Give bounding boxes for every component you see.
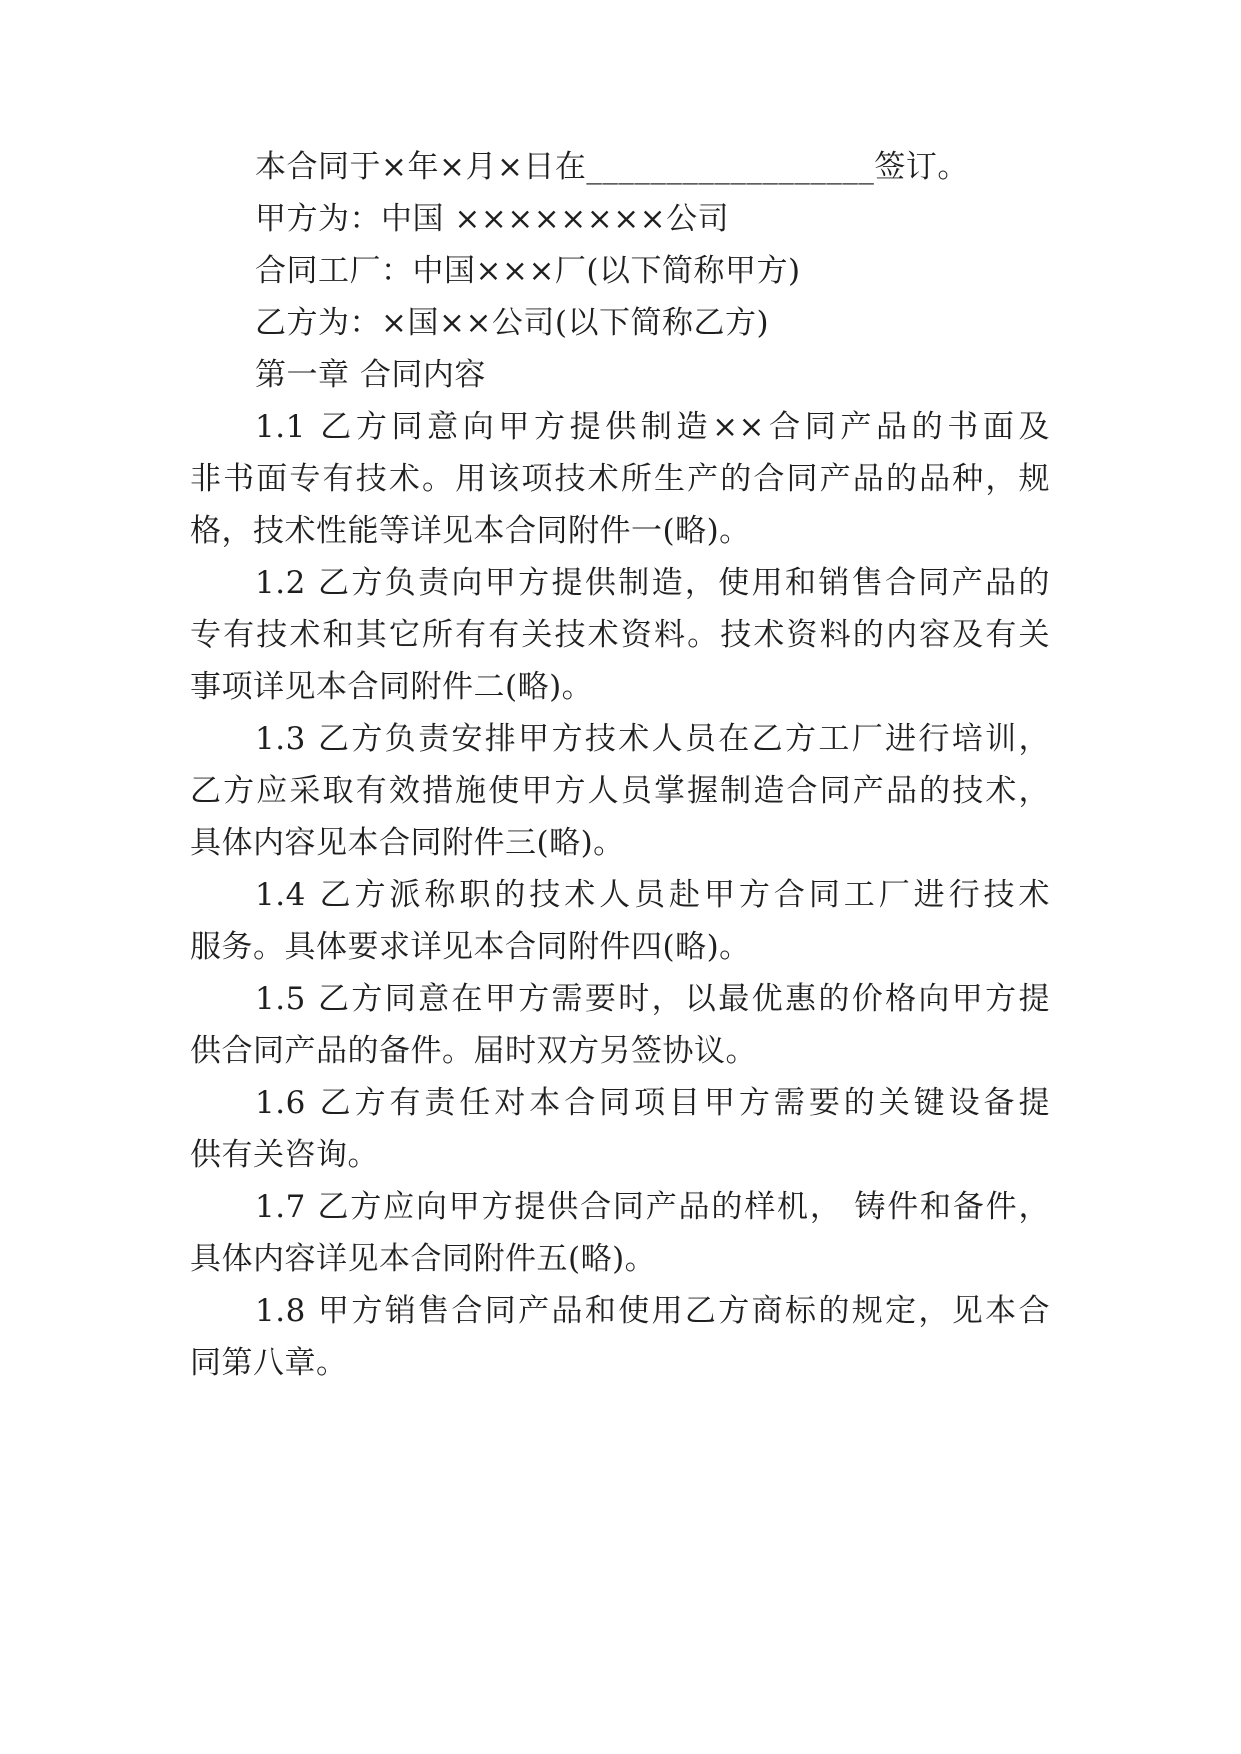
clause-1-2-line-2: 专有技术和其它所有有关技术资料。技术资料的内容及有关 xyxy=(190,617,1050,653)
clause-1-3-line-1: 1.3 乙方负责安排甲方技术人员在乙方工厂进行培训， xyxy=(255,721,1050,757)
clause-1-6-line-2: 供有关咨询。 xyxy=(190,1137,379,1173)
clause-1-1-line-3: 格，技术性能等详见本合同附件一(略)。 xyxy=(190,513,751,549)
clause-1-3-line-2: 乙方应采取有效措施使甲方人员掌握制造合同产品的技术， xyxy=(190,773,1050,809)
clause-1-5-line-2: 供合同产品的备件。届时双方另签协议。 xyxy=(190,1033,757,1069)
clause-1-2-line-1: 1.2 乙方负责向甲方提供制造，使用和销售合同产品的 xyxy=(255,565,1050,601)
clause-1-4-line-1: 1.4 乙方派称职的技术人员赴甲方合同工厂进行技术 xyxy=(255,877,1050,913)
clause-1-7-line-2: 具体内容详见本合同附件五(略)。 xyxy=(190,1241,657,1277)
clause-1-1-line-1: 1.1 乙方同意向甲方提供制造××合同产品的书面及 xyxy=(255,409,1050,445)
contract-factory-line: 合同工厂：中国×××厂(以下简称甲方) xyxy=(255,253,801,289)
party-a-line: 甲方为：中国 ××××××××公司 xyxy=(255,201,730,237)
clause-1-5-line-1: 1.5 乙方同意在甲方需要时，以最优惠的价格向甲方提 xyxy=(255,981,1050,1017)
clause-1-2-line-3: 事项详见本合同附件二(略)。 xyxy=(190,669,594,705)
clause-1-8-line-1: 1.8 甲方销售合同产品和使用乙方商标的规定，见本合 xyxy=(255,1293,1050,1329)
clause-1-8-line-2: 同第八章。 xyxy=(190,1345,348,1381)
party-b-line: 乙方为：×国××公司(以下简称乙方) xyxy=(255,305,770,341)
clause-1-6-line-1: 1.6 乙方有责任对本合同项目甲方需要的关键设备提 xyxy=(255,1085,1050,1121)
clause-1-4-line-2: 服务。具体要求详见本合同附件四(略)。 xyxy=(190,929,751,965)
chapter-title: 第一章 合同内容 xyxy=(255,357,486,393)
clause-1-3-line-3: 具体内容见本合同附件三(略)。 xyxy=(190,825,625,861)
clause-1-7-line-1: 1.7 乙方应向甲方提供合同产品的样机， 铸件和备件， xyxy=(255,1189,1050,1225)
contract-date-line: 本合同于×年×月×日在__________________签订。 xyxy=(255,149,969,185)
clause-1-1-line-2: 非书面专有技术。用该项技术所生产的合同产品的品种，规 xyxy=(190,461,1050,497)
